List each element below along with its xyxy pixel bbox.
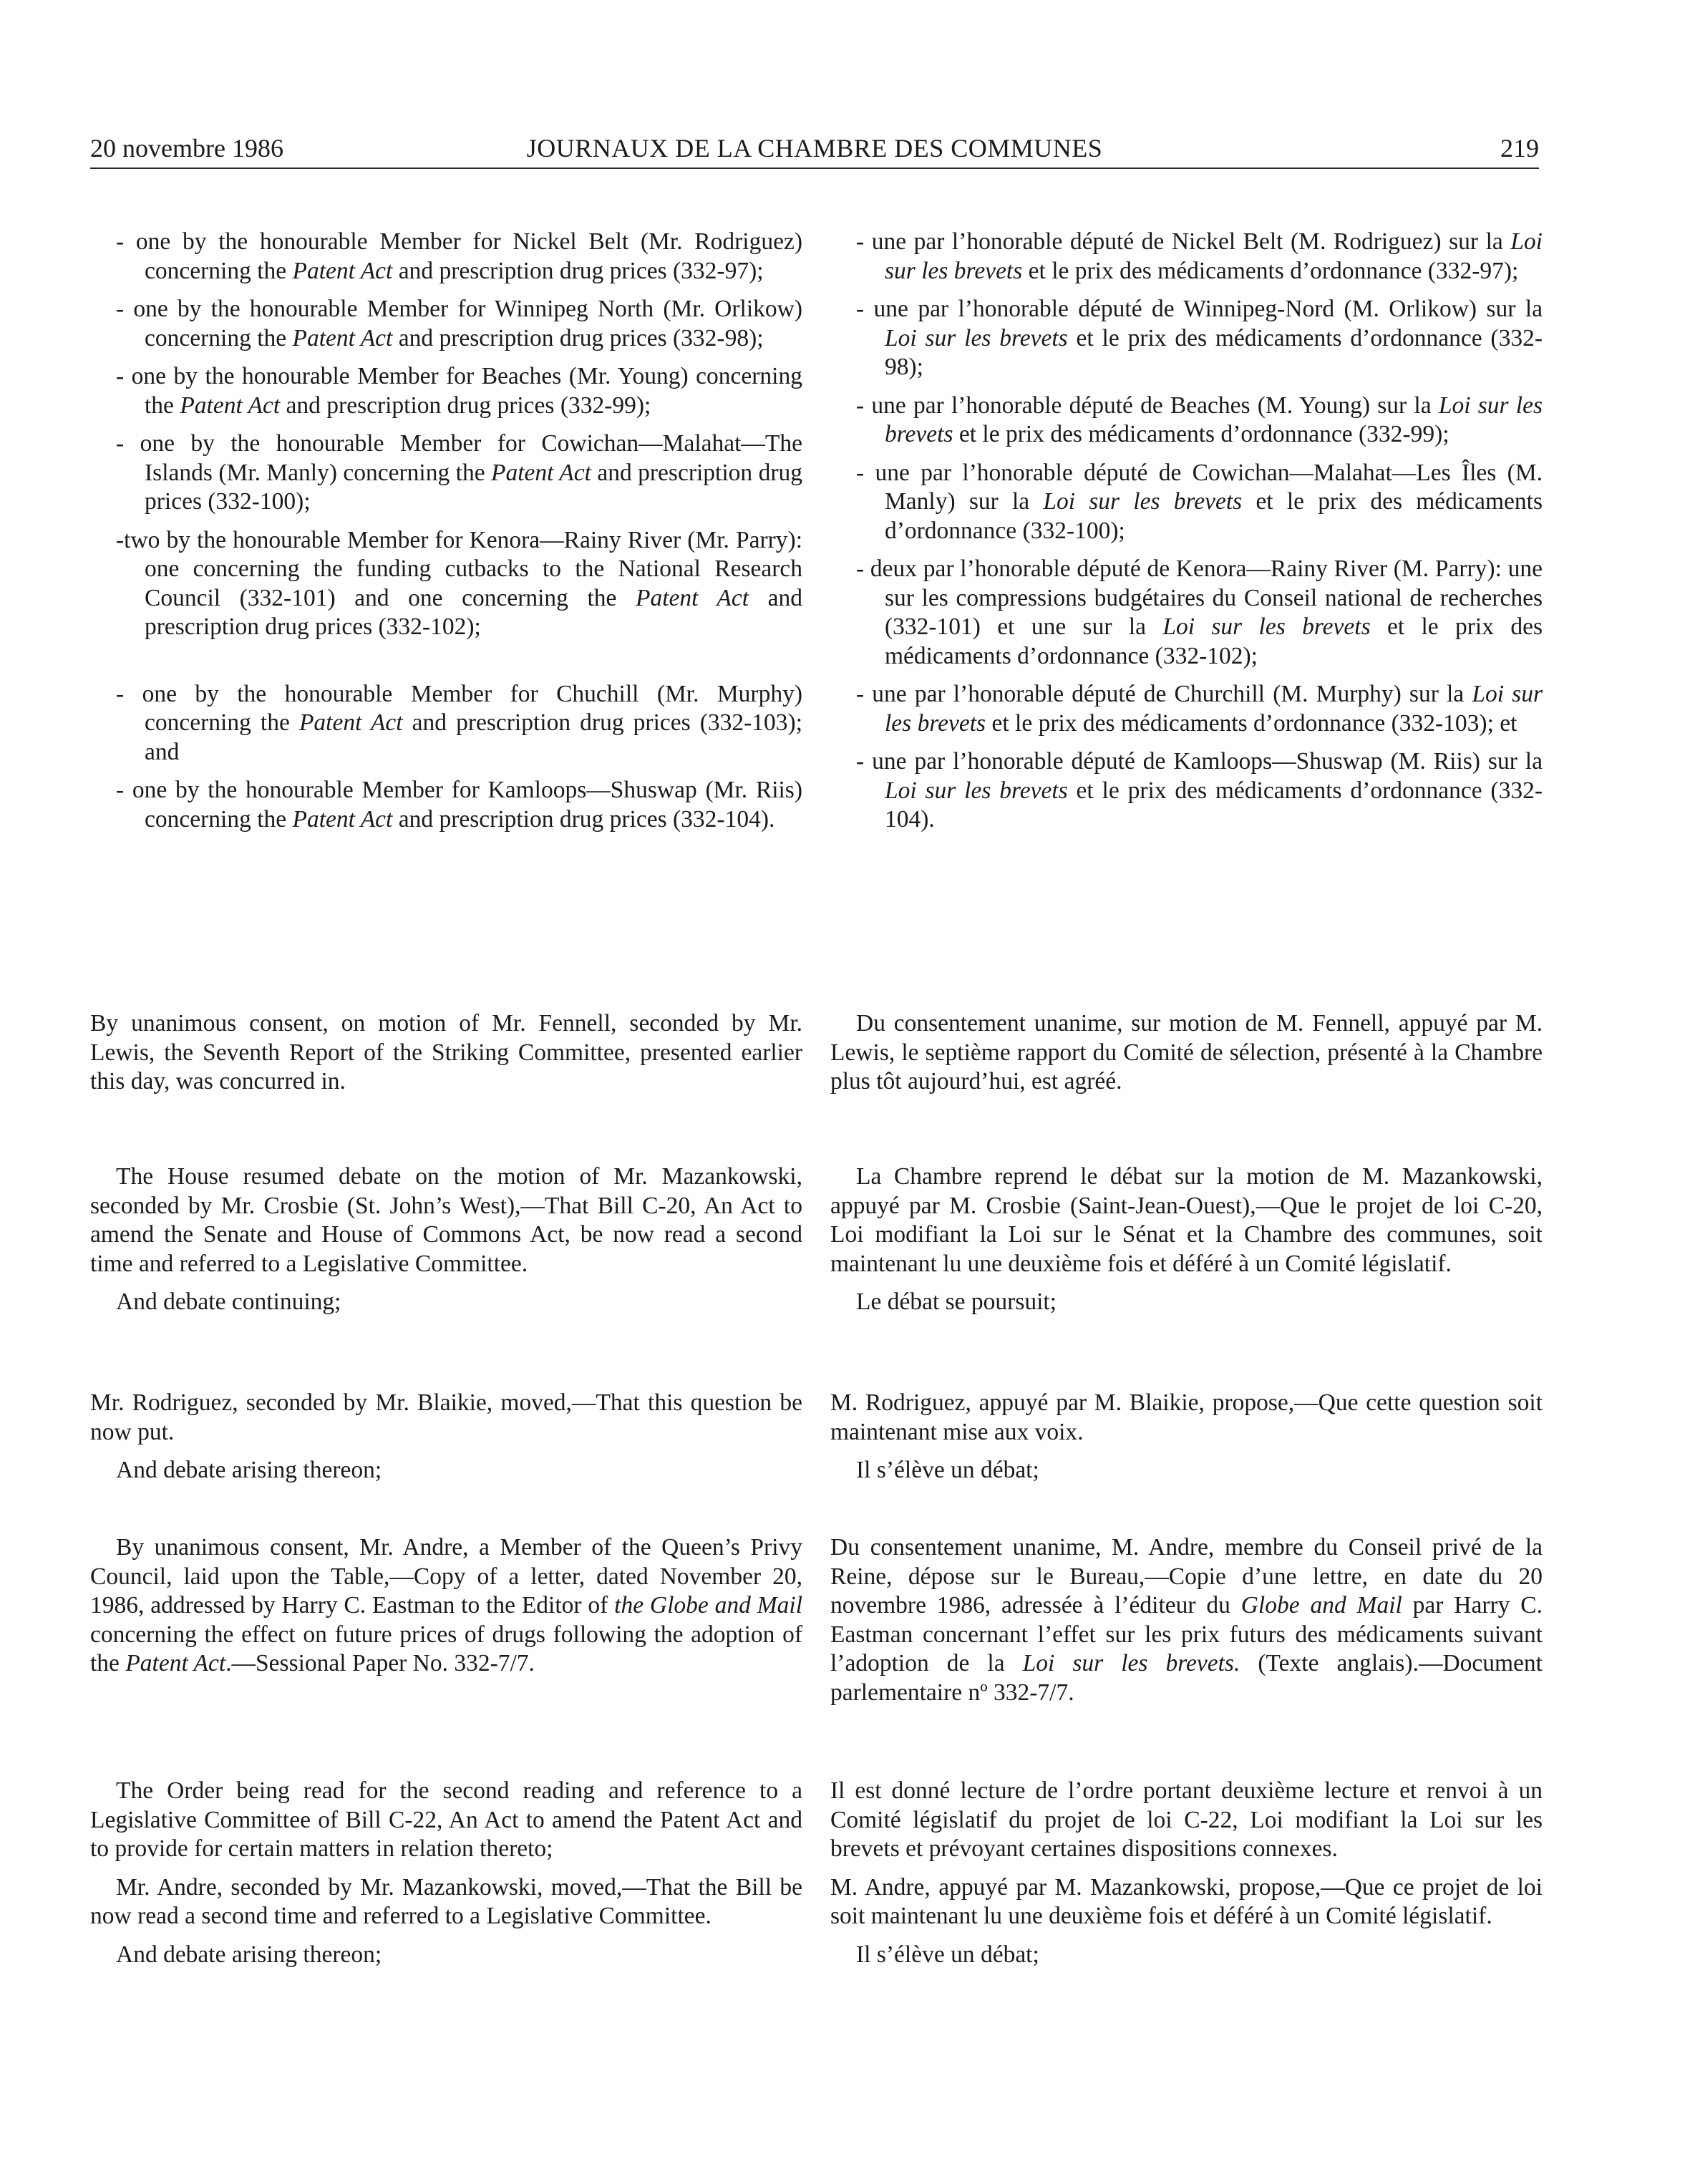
paragraph: Du consentement unanime, sur motion de M. Fennell, appuyé par M. Lewis, le septième rapport du Comité de sélection, présenté à la Chambre plus tôt aujourd’hui, est agréé. [830,1010,1543,1095]
list-item: - one by the honourable Member for Cowichan—Malahat—The Islands (Mr. Manly) concerning the Patent Act and prescription drug prices (332-100); [116,430,802,515]
page-number: 219 [1500,134,1539,162]
list-item: - one by the honourable Member for Winnipeg North (Mr. Orlikow) concerning the Patent Act and prescription drug prices (332-98); [116,296,802,351]
paragraph: The Order being read for the second reading and reference to a Legislative Committee of Bill C-22, An Act to amend the Patent Act and to provide for certain matters in relation thereto; [90,1777,802,1862]
striking-report-en [90,1009,802,1097]
petition-list-fr [830,228,1543,835]
paragraph: Du consentement unanime, M. Andre, membre du Conseil privé de la Reine, dépose sur le Bureau,—Copie d’une lettre, en date du 20 novembre 1986, adressée à l’éditeur du Globe and Mail par Harry C. Eastman concernant l’effet sur les prix futurs des médicaments suivant l’adoption de la Loi sur les brevets. (Texte anglais).—Document parlementaire nº 332-7/7. [830,1534,1543,1706]
header-date: 20 novembre 1986 [90,134,283,162]
paragraph: And debate continuing; [116,1288,341,1315]
list-item: - one by the honourable Member for Nickel Belt (Mr. Rodriguez) concerning the Patent Act and prescription drug prices (332-97); [116,228,802,284]
bill-c22-fr [830,1777,1543,1969]
paragraph: Il est donné lecture de l’ordre portant deuxième lecture et renvoi à un Comité législatif du projet de loi C-22, Loi modifiant la Loi sur les brevets et prévoyant certaines dispositions connexes. [830,1777,1543,1862]
paragraph: Il s’élève un débat; [856,1941,1039,1968]
list-item: - une par l’honorable député de Churchill (M. Murphy) sur la Loi sur les brevets et le prix des médicaments d’ordonnance (332-103); et [856,681,1543,737]
petition-list-en [90,228,802,834]
list-item: -two by the honourable Member for Kenora—Rainy River (Mr. Parry): one concerning the funding cutbacks to the National Research Council (332-101) and one concerning the Patent Act and prescription drug prices (332-102); [116,526,803,640]
bill-c22-en [90,1777,802,1969]
list-item: - une par l’honorable député de Nickel Belt (M. Rodriguez) sur la Loi sur les brevets et le prix des médicaments d’ordonnance (332-97); [856,228,1543,284]
paragraph: M. Andre, appuyé par M. Mazankowski, propose,—Que ce projet de loi soit maintenant lu une deuxième fois et déféré à un Comité législatif. [830,1873,1543,1929]
paragraph: The House resumed debate on the motion of Mr. Mazankowski, seconded by Mr. Crosbie (St. John’s West),—That Bill C-20, An Act to amend the Senate and House of Commons Act, be now read a second time and referred to a Legislative Committee. [90,1163,802,1277]
list-item: - une par l’honorable député de Winnipeg-Nord (M. Orlikow) sur la Loi sur les brevets et le prix des médicaments d’ordonnance (332-98); [856,296,1543,380]
list-item: - one by the honourable Member for Beaches (Mr. Young) concerning the Patent Act and prescription drug prices (332-99); [116,363,802,419]
resumed-debate-fr [830,1163,1543,1317]
list-item: - deux par l’honorable député de Kenora—Rainy River (M. Parry): une sur les compressions budgétaires du Conseil national de recherches (332-101) et une sur la Loi sur les brevets et le prix des médicaments d’ordonnance (332-102); [856,555,1543,669]
striking-report-fr [830,1009,1543,1097]
list-item: - one by the honourable Member for Chuchill (Mr. Murphy) concerning the Patent Act and prescription drug prices (332-103); and [116,680,803,765]
resumed-debate-en [90,1163,802,1317]
paragraph: M. Rodriguez, appuyé par M. Blaikie, propose,—Que cette question soit maintenant mise aux voix. [830,1389,1543,1445]
list-item: - one by the honourable Member for Kamloops—Shuswap (Mr. Riis) concerning the Patent Act and prescription drug prices (332-104). [116,777,802,833]
list-item: - une par l’honorable député de Kamloops—Shuswap (M. Riis) sur la Loi sur les brevets et le prix des médicaments d’ordonnance (332-104). [856,748,1543,833]
paragraph: And debate arising thereon; [116,1941,382,1968]
paragraph: Mr. Andre, seconded by Mr. Mazankowski, moved,—That the Bill be now read a second time and referred to a Legislative Committee. [90,1873,802,1929]
previous-question-en [90,1389,802,1485]
page-header [90,127,1539,169]
list-item: - une par l’honorable député de Cowichan—Malahat—Les Îles (M. Manly) sur la Loi sur les brevets et le prix des médicaments d’ordonnance (332-100); [856,459,1543,544]
paragraph: Mr. Rodriguez, seconded by Mr. Blaikie, moved,—That this question be now put. [90,1389,802,1445]
paragraph: Le débat se poursuit; [856,1288,1057,1315]
paragraph: By unanimous consent, Mr. Andre, a Member of the Queen’s Privy Council, laid upon the Table,—Copy of a letter, dated November 20, 1986, addressed by Harry C. Eastman to the Editor of the Globe and Mail concerning the effect on future prices of drugs following the adoption of the Patent Act.—Sessional Paper No. 332-7/7. [90,1534,803,1676]
previous-question-fr [830,1389,1543,1485]
paragraph: And debate arising thereon; [116,1457,382,1483]
tabled-letter-en [90,1533,802,1679]
list-item: - une par l’honorable député de Beaches (M. Young) sur la Loi sur les brevets et le prix des médicaments d’ordonnance (332-99); [856,392,1543,447]
paragraph: By unanimous consent, on motion of Mr. Fennell, seconded by Mr. Lewis, the Seventh Report of the Striking Committee, presented earlier this day, was concurred in. [90,1010,802,1095]
paragraph: Il s’élève un débat; [856,1457,1039,1483]
header-title: JOURNAUX DE LA CHAMBRE DES COMMUNES [526,134,1103,162]
tabled-letter-fr [830,1533,1543,1707]
paragraph: La Chambre reprend le débat sur la motion de M. Mazankowski, appuyé par M. Crosbie (Saint-Jean-Ouest),—Que le projet de loi C-20, Loi modifiant la Loi sur le Sénat et la Chambre des communes, soit maintenant lu une deuxième fois et déféré à un Comité législatif. [830,1163,1543,1277]
